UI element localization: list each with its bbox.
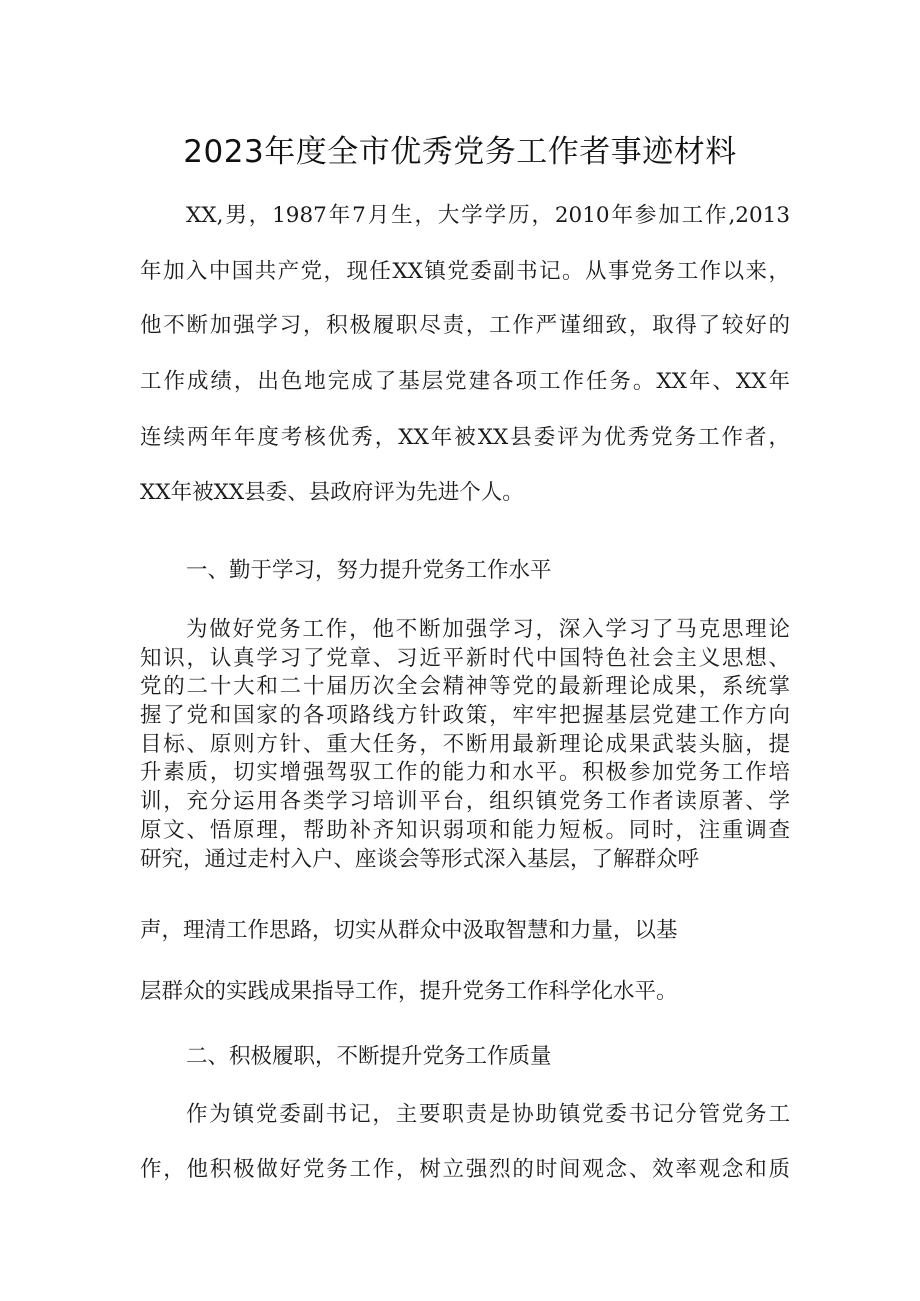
- section1-line-5: 目标、原则方针、重大任务，不断用最新理论成果武装头脑，提: [140, 732, 790, 757]
- section1-line-10: 声，理清工作思路，切实从群众中汲取智慧和力量，以基: [140, 918, 678, 943]
- section1-line-4: 握了党和国家的各项路线方针政策，牢牢把握基层党建工作方向: [140, 703, 790, 728]
- intro-line-3: 他不断加强学习，积极履职尽责，工作严谨细致，取得了较好的: [140, 313, 790, 338]
- intro-line-6: XX年被XX县委、县政府评为先进个人。: [140, 480, 524, 505]
- intro-line-1: XX,男，1987年7月生，大学学历，2010年参加工作,2013: [186, 203, 790, 228]
- section1-line-6: 升素质，切实增强驾驭工作的能力和水平。积极参加党务工作培: [140, 760, 790, 785]
- section1-line-7: 训，充分运用各类学习培训平台，组织镇党务工作者读原著、学: [140, 789, 790, 814]
- section1-line-9: 研究，通过走村入户、座谈会等形式深入基层，了解群众呼: [140, 847, 700, 872]
- section1-line-8: 原文、悟原理，帮助补齐知识弱项和能力短板。同时，注重调查: [140, 818, 790, 843]
- intro-line-4: 工作成绩，出色地完成了基层党建各项工作任务。XX年、XX年: [140, 369, 790, 394]
- document-title: 2023年度全市优秀党务工作者事迹材料: [183, 134, 737, 170]
- intro-line-2: 年加入中国共产党，现任XX镇党委副书记。从事党务工作以来，: [140, 259, 790, 284]
- section1-line-1: 为做好党务工作，他不断加强学习，深入学习了马克思理论: [186, 617, 790, 642]
- section2-line-2: 作，他积极做好党务工作，树立强烈的时间观念、效率观念和质: [140, 1157, 790, 1182]
- intro-line-5: 连续两年年度考核优秀，XX年被XX县委评为优秀党务工作者，: [140, 425, 790, 450]
- section1-line-11: 层群众的实践成果指导工作，提升党务工作科学化水平。: [140, 979, 678, 1004]
- section1-line-3: 党的二十大和二十届历次全会精神等党的最新理论成果，系统掌: [140, 674, 790, 699]
- section1-line-2: 知识，认真学习了党章、习近平新时代中国特色社会主义思想、: [140, 646, 790, 671]
- section1-heading: 一、勤于学习，努力提升党务工作水平: [186, 558, 552, 583]
- section2-line-1: 作为镇党委副书记，主要职责是协助镇党委书记分管党务工: [186, 1102, 790, 1127]
- section2-heading: 二、积极履职，不断提升党务工作质量: [186, 1044, 552, 1069]
